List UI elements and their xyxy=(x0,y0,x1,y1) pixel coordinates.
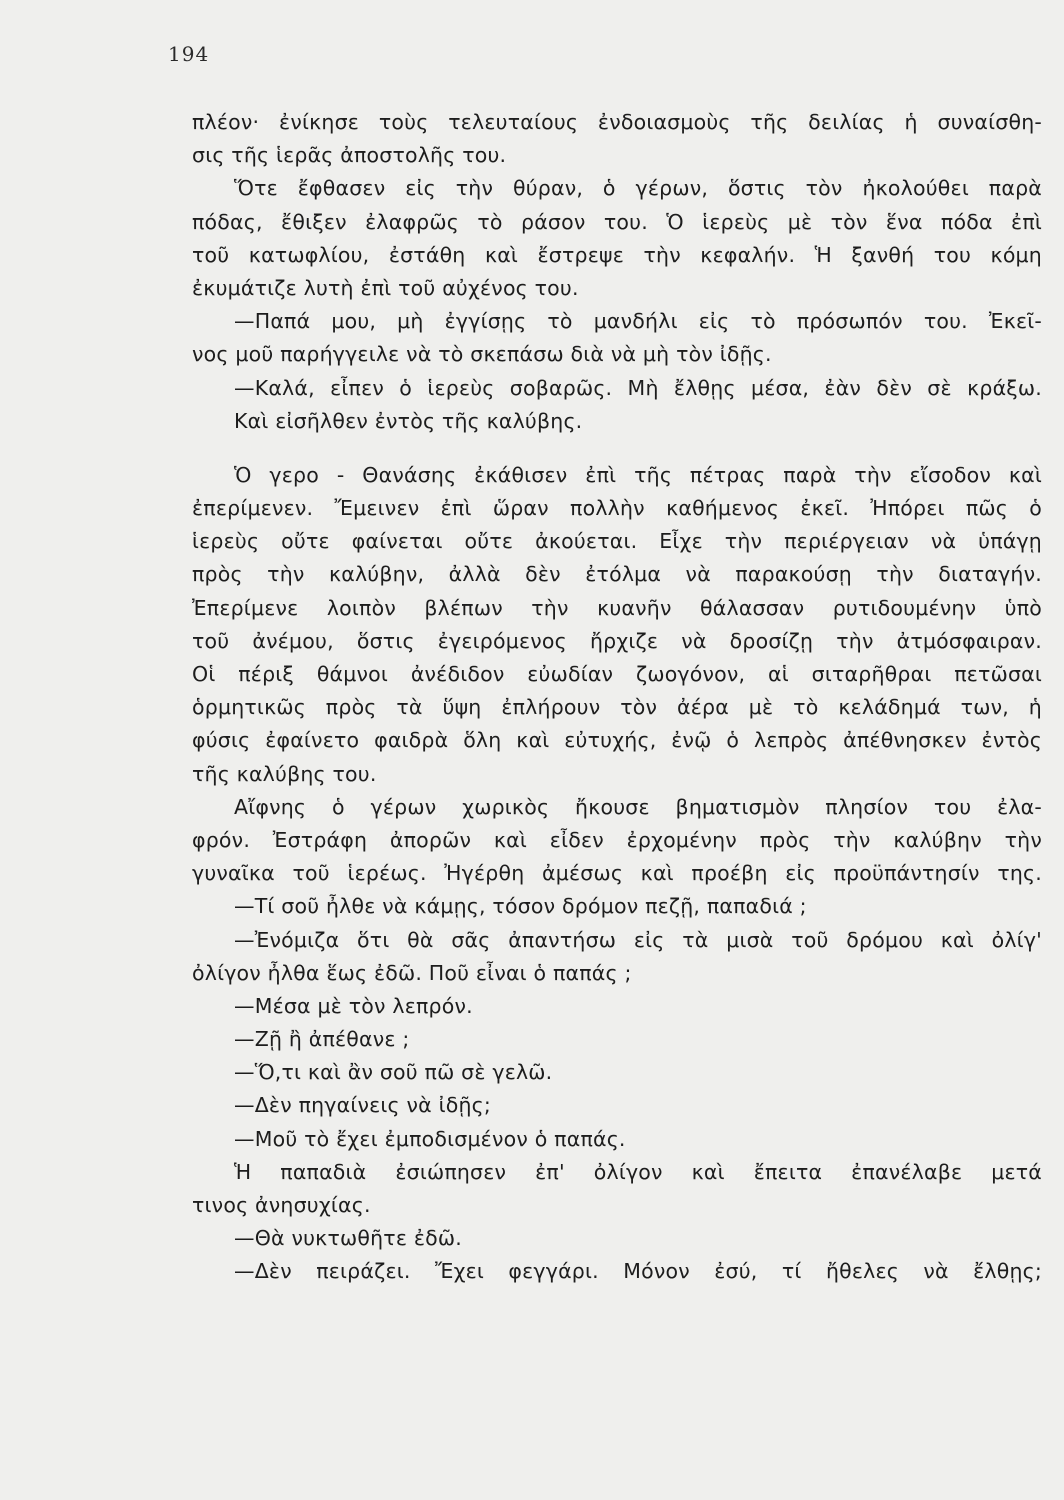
text-line: —Δὲν πηγαίνεις νὰ ἰδῇς; xyxy=(234,1093,491,1118)
text-line: —Ἐνόμιζα ὅτι θὰ σᾶς ἀπαντήσω εἰς τὰ μισὰ τοῦ δρόμου καὶ ὀλίγ' xyxy=(234,927,1042,952)
text-line: πρὸς τὴν καλύβην, ἀλλὰ δὲν ἐτόλμα νὰ παρακούσῃ τὴν διαταγήν. xyxy=(192,562,1042,587)
text-line: ὀλίγον ἦλθα ἕως ἐδῶ. Ποῦ εἶναι ὁ παπάς ; xyxy=(192,960,632,985)
text-line: —Ζῇ ἢ ἀπέθανε ; xyxy=(234,1027,410,1052)
text-line: Καὶ εἰσῆλθεν ἐντὸς τῆς καλύβης. xyxy=(234,408,583,433)
text-line: φύσις ἐφαίνετο φαιδρὰ ὅλη καὶ εὐτυχής, ἐνῷ ὁ λεπρὸς ἀπέθνησκεν ἐντὸς xyxy=(192,728,1042,753)
text-line: —Καλά, εἶπεν ὁ ἱερεὺς σοβαρῶς. Μὴ ἔλθῃς μέσα, ἐὰν δὲν σὲ κράξω. xyxy=(234,375,1042,400)
text-line: Ἐπερίμενε λοιπὸν βλέπων τὴν κυανῆν θάλασσαν ρυτιδουμένην ὑπὸ xyxy=(192,595,1042,620)
text-line: Ὅτε ἔφθασεν εἰς τὴν θύραν, ὁ γέρων, ὅστις τὸν ἠκολούθει παρὰ xyxy=(234,176,1042,201)
text-line: —Ὅ,τι καὶ ἂν σοῦ πῶ σὲ γελῶ. xyxy=(234,1060,553,1085)
text-line: —Μοῦ τὸ ἔχει ἐμποδισμένον ὁ παπάς. xyxy=(234,1126,626,1151)
text-line: πόδας, ἔθιξεν ἐλαφρῶς τὸ ράσον του. Ὁ ἱερεὺς μὲ τὸν ἕνα πόδα ἐπὶ xyxy=(192,209,1042,234)
text-line: φρόν. Ἐστράφη ἀπορῶν καὶ εἶδεν ἐρχομένην πρὸς τὴν καλύβην τὴν xyxy=(192,827,1042,852)
text-line: —Τί σοῦ ἦλθε νὰ κάμῃς, τόσον δρόμον πεζῇ, παπαδιά ; xyxy=(234,894,807,919)
text-line: τοῦ κατωφλίου, ἐστάθη καὶ ἔστρεψε τὴν κεφαλήν. Ἡ ξανθή του κόμη xyxy=(192,242,1042,267)
text-line: —Δὲν πειράζει. Ἔχει φεγγάρι. Μόνον ἐσύ, τί ἤθελες νὰ ἔλθῃς; xyxy=(234,1259,1042,1284)
text-line: ὁρμητικῶς πρὸς τὰ ὕψη ἐπλήρουν τὸν ἀέρα μὲ τὸ κελάδημά των, ἡ xyxy=(192,695,1042,720)
text-line: ἐπερίμενεν. Ἔμεινεν ἐπὶ ὥραν πολλὴν καθήμενος ἐκεῖ. Ἠπόρει πῶς ὁ xyxy=(192,496,1042,521)
page-number: 194 xyxy=(168,42,210,66)
text-line: τοῦ ἀνέμου, ὅστις ἐγειρόμενος ἤρχιζε νὰ δροσίζῃ τὴν ἀτμόσφαιραν. xyxy=(192,628,1042,653)
text-line: Οἱ πέριξ θάμνοι ἀνέδιδον εὐωδίαν ζωογόνον, αἱ σιταρῆθραι πετῶσαι xyxy=(192,662,1042,686)
text-line: —Θὰ νυκτωθῆτε ἐδῶ. xyxy=(234,1226,462,1251)
text-line: γυναῖκα τοῦ ἱερέως. Ἠγέρθη ἀμέσως καὶ προέβη εἰς προϋπάντησίν της. xyxy=(192,861,1042,886)
text-line: Ἡ παπαδιὰ ἐσιώπησεν ἐπ' ὀλίγον καὶ ἔπειτα ἐπανέλαβε μετά xyxy=(234,1159,1042,1184)
text-line: σις τῆς ἱερᾶς ἀποστολῆς του. xyxy=(192,143,507,168)
text-line: —Παπά μου, μὴ ἐγγίσῃς τὸ μανδήλι εἰς τὸ πρόσωπόν του. Ἐκεῖ- xyxy=(234,309,1042,334)
text-line: —Μέσα μὲ τὸν λεπρόν. xyxy=(234,993,473,1018)
text-line: Αἴφνης ὁ γέρων χωρικὸς ἤκουσε βηματισμὸν πλησίον του ἐλα- xyxy=(234,794,1042,819)
section-gap xyxy=(192,438,1042,459)
text-line: πλέον· ἐνίκησε τοὺς τελευταίους ἐνδοιασμοὺς τῆς δειλίας ἡ συναίσθη- xyxy=(192,110,1042,134)
body-text xyxy=(192,106,1042,1289)
text-line: νος μοῦ παρήγγειλε νὰ τὸ σκεπάσω διὰ νὰ μὴ τὸν ἰδῇς. xyxy=(192,342,772,367)
text-line: ἐκυμάτιζε λυτὴ ἐπὶ τοῦ αὐχένος του. xyxy=(192,275,579,300)
text-line: ἱερεὺς οὔτε φαίνεται οὔτε ἀκούεται. Εἶχε τὴν περιέργειαν νὰ ὑπάγῃ xyxy=(192,529,1042,554)
text-line: τινος ἀνησυχίας. xyxy=(192,1193,371,1217)
text-line: Ὁ γερο - Θανάσης ἐκάθισεν ἐπὶ τῆς πέτρας παρὰ τὴν εἴσοδον καὶ xyxy=(234,462,1042,487)
text-line: τῆς καλύβης του. xyxy=(192,761,377,786)
